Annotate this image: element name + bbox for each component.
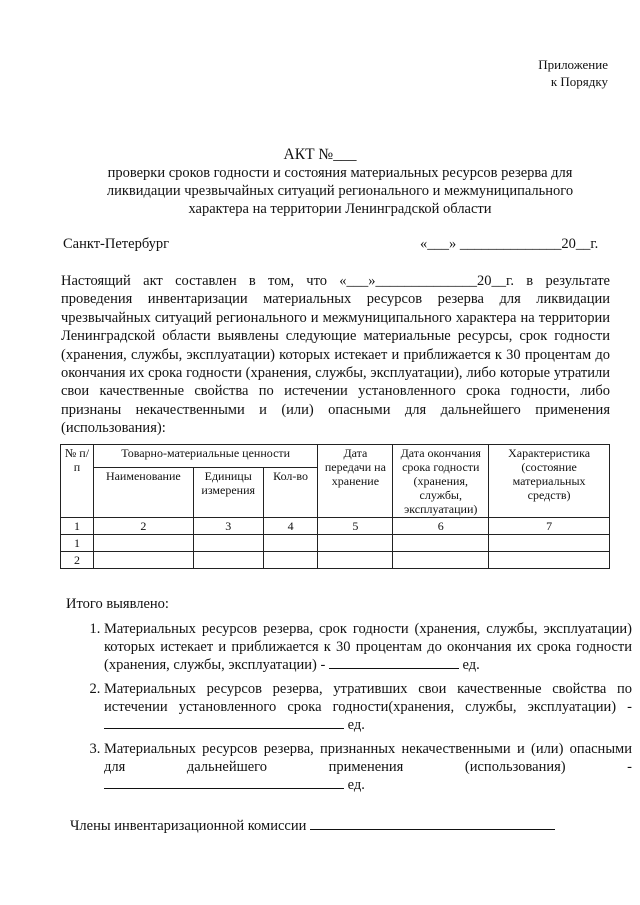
table-row <box>61 535 610 552</box>
finding-blank[interactable] <box>104 728 344 729</box>
column-number: 6 <box>393 518 489 535</box>
appendix-note <box>538 56 608 90</box>
date-line: «___» ______________20__г. <box>420 236 599 252</box>
appendix-line-1: Приложение <box>538 57 608 72</box>
column-numbers-row <box>61 518 610 535</box>
table-cell[interactable] <box>318 535 393 552</box>
finding-text: Материальных ресурсов резерва, утративших свои качественные свойства по истечении установленного срока годности(хранения, службы, эксплуатации) - <box>104 681 632 715</box>
finding-unit: ед. <box>462 657 480 673</box>
column-number: 4 <box>263 518 318 535</box>
finding-item <box>104 620 632 674</box>
table-cell[interactable] <box>263 552 318 569</box>
table-cell[interactable] <box>93 535 193 552</box>
header-name: Наименование <box>93 468 193 518</box>
table-row <box>61 552 610 569</box>
column-number: 7 <box>489 518 610 535</box>
row-number: 1 <box>61 535 94 552</box>
table-cell[interactable] <box>489 535 610 552</box>
document-subtitle: проверки сроков годности и состояния материальных ресурсов резерва для ликвидации чрезвычайных ситуаций регионального и межмуниципального характера на территории Ленинградской области <box>106 165 574 217</box>
members-label: Члены инвентаризационной комиссии <box>70 818 307 834</box>
total-label: Итого выявлено: <box>66 596 169 612</box>
header-unit: Единицы измерения <box>193 468 263 518</box>
finding-unit: ед. <box>347 717 365 733</box>
table-cell[interactable] <box>489 552 610 569</box>
column-number: 5 <box>318 518 393 535</box>
finding-unit: ед. <box>347 777 365 793</box>
city: Санкт-Петербург <box>63 236 170 252</box>
table-cell[interactable] <box>93 552 193 569</box>
table-cell[interactable] <box>393 535 489 552</box>
table-cell[interactable] <box>263 535 318 552</box>
members-signature-line[interactable] <box>310 829 555 830</box>
header-expiry-date: Дата окончания срока годности (хранения, службы, эксплуатации) <box>393 445 489 518</box>
finding-text: Материальных ресурсов резерва, срок годности (хранения, службы, эксплуатации) которых истекает и приближается к 30 процентам до окончания их срока годности (хранения, службы, эксплуатации) - <box>104 621 632 673</box>
column-number: 3 <box>193 518 263 535</box>
table-cell[interactable] <box>193 535 263 552</box>
finding-blank[interactable] <box>104 788 344 789</box>
table-cell[interactable] <box>393 552 489 569</box>
header-number: № п/п <box>61 445 94 518</box>
finding-blank[interactable] <box>329 668 459 669</box>
findings-list <box>82 620 632 800</box>
appendix-line-2: к Порядку <box>550 74 608 89</box>
finding-item <box>104 740 632 794</box>
commission-members <box>70 818 555 835</box>
row-number: 2 <box>61 552 94 569</box>
table-cell[interactable] <box>193 552 263 569</box>
finding-item <box>104 680 632 734</box>
act-body-text: Настоящий акт составлен в том, что «___»______________20__г. в результате проведения инвентаризации материальных ресурсов резерва для ликвидации чрезвычайных ситуаций регионального и межмуниципального характера на территории Ленинградской области выявлены следующие материальные ресурсы, срок годности (хранения, службы, эксплуатации) которых истекает и приближается к 30 процентам до окончания их срока годности (хранения, службы, эксплуатации), либо которые утратили свои качественные свойства по истечении установленного срока годности, либо признаны некачественными и (или) опасными для дальнейшего применения (использования): <box>61 273 610 437</box>
header-goods: Товарно-материальные ценности <box>93 445 318 468</box>
column-number: 1 <box>61 518 94 535</box>
document-title: АКТ №___ <box>283 146 357 163</box>
header-qty: Кол-во <box>263 468 318 518</box>
inventory-table <box>60 444 610 569</box>
finding-text: Материальных ресурсов резерва, признанных некачественными и (или) опасными для дальнейшего применения (использования) - <box>104 741 632 775</box>
header-characteristic: Характеристика (состояние материальных средств) <box>489 445 610 518</box>
table-cell[interactable] <box>318 552 393 569</box>
header-transfer-date: Дата передачи на хранение <box>318 445 393 518</box>
column-number: 2 <box>93 518 193 535</box>
